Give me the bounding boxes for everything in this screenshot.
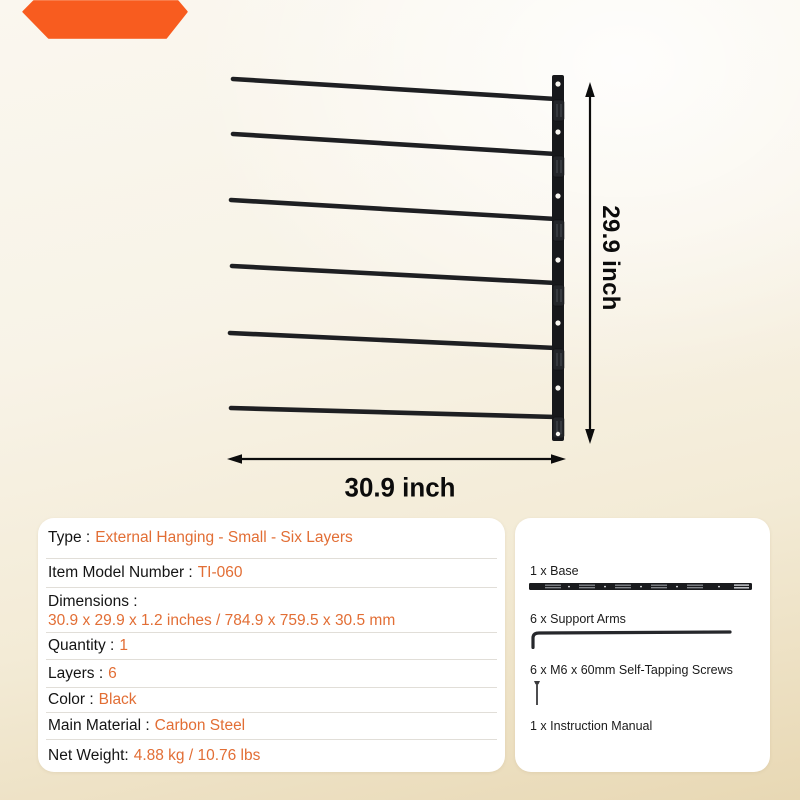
spec-row-color xyxy=(46,688,497,713)
spec-row-type xyxy=(46,518,497,559)
spec-value: Carbon Steel xyxy=(154,717,246,734)
spec-label: Layers : xyxy=(48,664,104,682)
height-dimension-arrow xyxy=(585,82,595,444)
support-arms xyxy=(230,79,556,417)
spec-label: Item Model Number : xyxy=(48,564,193,581)
screw-icon xyxy=(532,680,542,706)
part-label-base: 1 x Base xyxy=(530,564,579,578)
width-dimension-arrow xyxy=(227,454,566,464)
specs-table xyxy=(38,518,505,772)
spec-label: Net Weight: xyxy=(48,747,129,764)
spec-row-material xyxy=(46,713,497,740)
spec-value: TI-060 xyxy=(197,564,243,581)
spec-row-dimensions xyxy=(46,588,497,633)
base-rail-icon xyxy=(529,582,755,592)
part-label-screws: 6 x M6 x 60mm Self-Tapping Screws xyxy=(530,663,733,677)
spec-row-model xyxy=(46,559,497,588)
spec-label: Color : xyxy=(48,691,94,708)
support-arm-icon xyxy=(531,629,733,649)
spec-row-weight xyxy=(46,740,497,772)
width-dimension-label: 30.9 inch xyxy=(344,472,456,503)
spec-value: 1 xyxy=(119,637,128,654)
spec-label: Dimensions : xyxy=(48,593,138,610)
spec-row-quantity xyxy=(46,633,497,660)
parts-list xyxy=(515,518,770,772)
spec-row-layers xyxy=(46,660,497,688)
spec-value: Black xyxy=(98,691,137,708)
spec-value: 30.9 x 29.9 x 1.2 inches / 784.9 x 759.5 x 30.5 mm xyxy=(48,612,396,629)
height-dimension-label: 29.9 inch xyxy=(597,205,624,311)
spec-label: Type : xyxy=(48,529,91,546)
spec-label: Main Material : xyxy=(48,717,150,734)
spec-value: 6 xyxy=(108,664,117,682)
spec-value: 4.88 kg / 10.76 lbs xyxy=(133,747,261,764)
spec-label: Quantity : xyxy=(48,637,115,654)
part-label-manual: 1 x Instruction Manual xyxy=(530,719,653,733)
part-label-arms: 6 x Support Arms xyxy=(530,612,626,626)
spec-value: External Hanging - Small - Six Layers xyxy=(95,529,353,546)
